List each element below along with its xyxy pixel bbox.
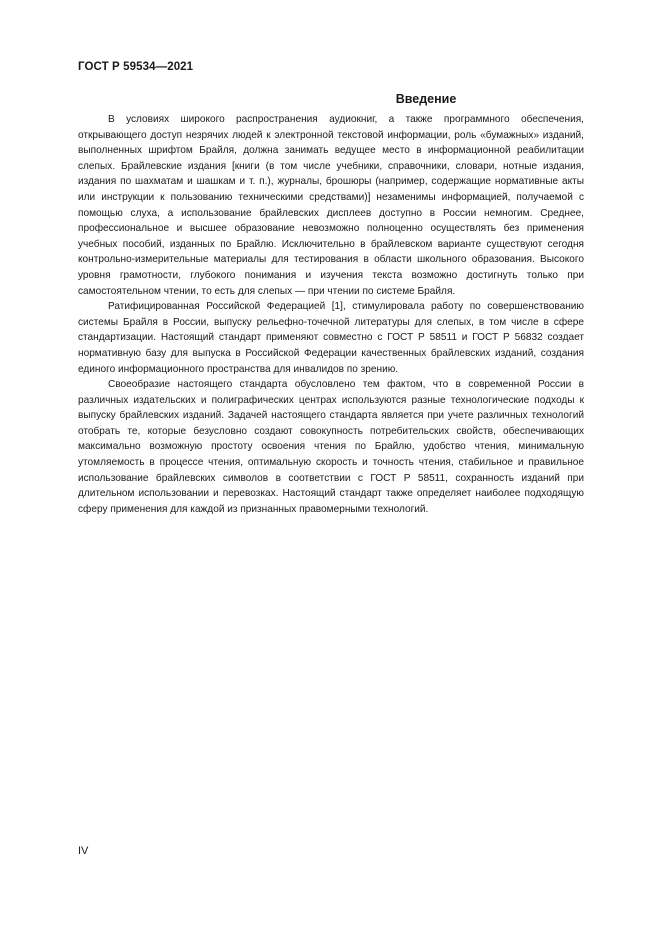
document-header-standard-id: ГОСТ Р 59534—2021 xyxy=(78,61,194,73)
section-title xyxy=(78,92,584,106)
paragraph-3: Своеобразие настоящего стандарта обусловлено тем фактом, что в современной России в различных издательских и полиграфических центрах используются разные технологические подходы к выпуску брайлевских изданий. Задачей настоящего стандарта является при учете различных технологий отобрать те, которые безусловно создают совокупность потребительских свойств, обеспечивающих максимально возможную простоту освоения чтения по Брайлю, удобство чтения, минимальную утомляемость в процессе чтения, оптимальную скорость и точность чтения, стабильное и правильное использование брайлевских символов в соответствии с ГОСТ Р 58511, сохранность изданий при длительном использовании и перевозках. Настоящий стандарт также определяет наиболее подходящую сферу применения для каждой из признанных правомерными технологий. xyxy=(78,379,584,515)
page-number: IV xyxy=(78,845,89,857)
introduction-body xyxy=(78,112,584,517)
section-title-text: Введение xyxy=(395,92,457,106)
paragraph-1: В условиях широкого распространения аудиокниг, а также программного обеспечения, открывающего доступ незрячих людей к электронной текстовой информации, роль «бумажных» изданий, выполненных шрифтом Брайля, должна занимать ведущее место в информационной реабилитации слепых. Брайлевские издания [книги (в том числе учебники, справочники, словари, нотные издания, издания по шахматам и шашкам и т. п.), журналы, брошюры (например, содержащие нормативные акты или инструкции к пользованию техническими средствами)] незаменимы информацией, получаемой с помощью слуха, а использование брайлевских дисплеев доступно в России немногим. Среднее, профессиональное и высшее образование невозможно полноценно осуществлять без применения учебных пособий, изданных по Брайлю. Исключительно в брайлевском варианте существуют сегодня контрольно-измерительные материалы для тестирования в области школьного образования. Высокого уровня грамотности, глубокого понимания и изучения текста возможно достигнуть только при самостоятельном чтении, то есть для слепых — при чтении по системе Брайля. xyxy=(78,114,584,297)
paragraph-2: Ратифицированная Российской Федерацией [1], стимулировала работу по совершенствованию системы Брайля в России, выпуску рельефно-точечной литературы для слепых, в том числе в сфере стандартизации. Настоящий стандарт применяют совместно с ГОСТ Р 58511 и ГОСТ Р 56832 создает нормативную базу для выпуска в Российской Федерации качественных брайлевских изданий, создания единого информационного пространства для инвалидов по зрению. xyxy=(78,301,584,375)
